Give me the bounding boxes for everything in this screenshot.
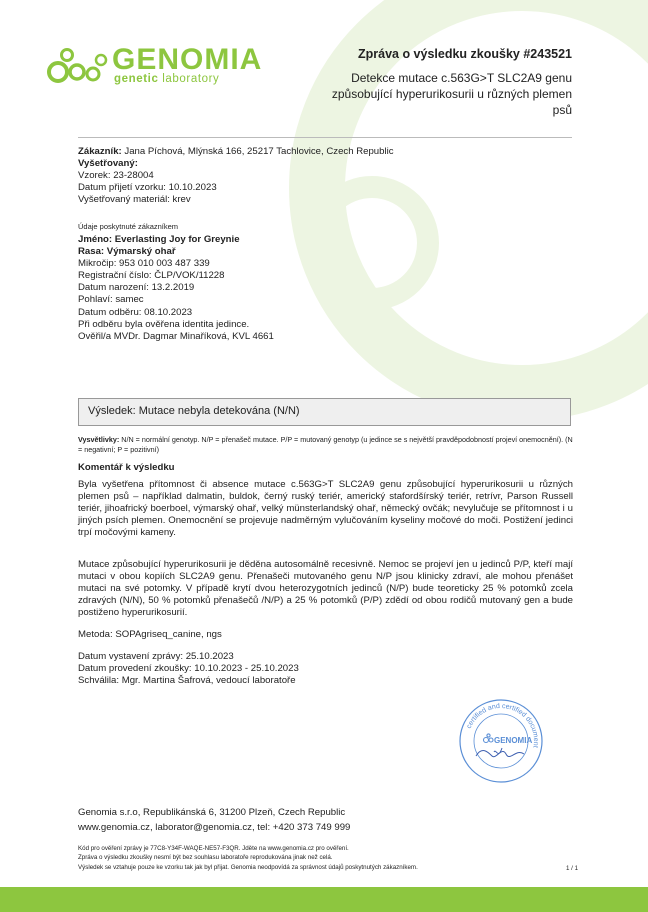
stamp-brand: GENOMIA <box>494 736 533 745</box>
animal-breed: Rasa: Výmarský ohař <box>78 246 176 258</box>
birth-date: Datum narození: 13.2.2019 <box>78 282 195 294</box>
approved-by: Schválila: Mgr. Martina Šafrová, vedoucí laboratoře <box>78 675 296 687</box>
genomia-logo <box>44 40 284 90</box>
sample-id: Vzorek: 23-28004 <box>78 170 154 182</box>
identity-verified: Při odběru byla ověřena identita jedince. <box>78 318 250 330</box>
report-subtitle: Detekce mutace c.563G>T SLC2A9 genu způsobující hyperurikosurii u různých plemen psů <box>331 71 572 117</box>
customer-block <box>78 146 578 206</box>
logo-wordmark: GENOMIA <box>112 43 263 76</box>
stamp-ring-text: certified and certified document <box>465 702 540 749</box>
signature-icon <box>476 748 524 757</box>
footer-company <box>78 805 350 835</box>
comment-paragraph-1: Byla vyšetřena přítomnost či absence mutace c.563G>T SLC2A9 genu způsobující hyperurikosurii u různých plemen psů – například dalmatin, buldok, černý ruský teriér, americký stafordšírský teriér, retrívr, Parson Russell teriér, jihoafrický boerboel, výmarský ohař, velký münsterlandský ohař, německý ovčák; nevylučuje se přítomnost i u jiných psích plemen. Onemocnění se projevuje nadměrným vylučováním kyseliny močové do moči. Postižení jedinci trpí močovými kameny. <box>78 479 573 539</box>
stamp-logo-icon <box>484 734 494 743</box>
collection-date: Datum odběru: 08.10.2023 <box>78 306 193 318</box>
microchip: Mikročip: 953 010 003 487 339 <box>78 258 210 270</box>
customer-data-note: Údaje poskytnuté zákazníkem <box>78 222 179 231</box>
method: Metoda: SOPAgriseq_canine, ngs <box>78 629 222 640</box>
legend: Vysvětlivky: N/N = normální genotyp. N/P = přenašeč mutace. P/P = mutovaný genotyp (u jedince se s největší pravděpodobností projeví onemocnění). (N = negativní; P = pozitivní) <box>78 435 573 454</box>
company-contact[interactable]: www.genomia.cz, laborator@genomia.cz, tel: +420 373 749 999 <box>78 822 351 833</box>
dates-block <box>78 651 578 687</box>
issue-date: Datum vystavení zprávy: 25.10.2023 <box>78 651 234 662</box>
page-number: 1 / 1 <box>566 865 579 872</box>
bottom-band <box>0 887 648 912</box>
logo-tagline: genetic laboratory <box>114 73 220 85</box>
verified-by: Ověřil/a MVDr. Dagmar Minaříková, KVL 4661 <box>78 330 274 342</box>
test-dates: Datum provedení zkoušky: 10.10.2023 - 25.10.2023 <box>78 663 299 675</box>
report-title: Zpráva o výsledku zkoušky #243521 <box>357 47 572 61</box>
received-date: Datum přijetí vzorku: 10.10.2023 <box>78 182 217 194</box>
registration-number: Registrační číslo: ČLP/VOK/11228 <box>78 270 225 282</box>
certification-stamp <box>458 698 544 784</box>
animal-name: Jméno: Everlasting Joy for Greynie <box>78 234 240 245</box>
material: Vyšetřovaný materiál: krev <box>78 194 191 206</box>
customer-line: Zákazník: Jana Píchová, Mlýnská 166, 25217 Tachlovice, Czech Republic <box>78 146 394 157</box>
animal-block <box>78 222 578 343</box>
company-address: Genomia s.r.o, Republikánská 6, 31200 Plzeň, Czech Republic <box>78 807 346 818</box>
header-divider <box>78 137 572 138</box>
verification-code-note: Kód pro ověření zprávy je 77C8-Y34F-WAQE-NE57-F3QR. Jděte na www.genomia.cz pro ověření. <box>78 845 349 852</box>
comment-paragraph-2: Mutace způsobující hyperurikosurii je děděna autosomálně recesivně. Nemoc se projeví jen u jedinců P/P, kteří mají mutaci v obou kopiích SLC2A9 genu. Přenašeči mutovaného genu N/P jsou klinicky zdraví, ale mohou přenášet mutaci na své potomky. V případě krytí dvou heterozygotních jedinců (N/P) bude teoreticky 25 % potomků zcela zdravých (N/N), 50 % potomků přenašečů /N/P) a 25 % potomků (P/P) zdědí od obou rodičů mutovaný gen a bude postiženo hyperurikosurií. <box>78 559 573 619</box>
sex: Pohlaví: samec <box>78 294 144 306</box>
comment-title: Komentář k výsledku <box>78 462 175 473</box>
reproduction-note: Zpráva o výsledku zkoušky nesmí být bez souhlasu laboratoře reprodukována jinak než celá. <box>78 854 333 862</box>
footer-notes <box>78 844 578 872</box>
examined-label: Vyšetřovaný: <box>78 158 138 170</box>
result-box: Výsledek: Mutace nebyla detekována (N/N) <box>78 398 571 426</box>
responsibility-note: Výsledek se vztahuje pouze ke vzorku tak jak byl přijat. Genomia neodpovídá za správnost údajů poskytnutých zákazníkem. <box>78 863 418 871</box>
logo-circles-icon <box>44 40 110 88</box>
